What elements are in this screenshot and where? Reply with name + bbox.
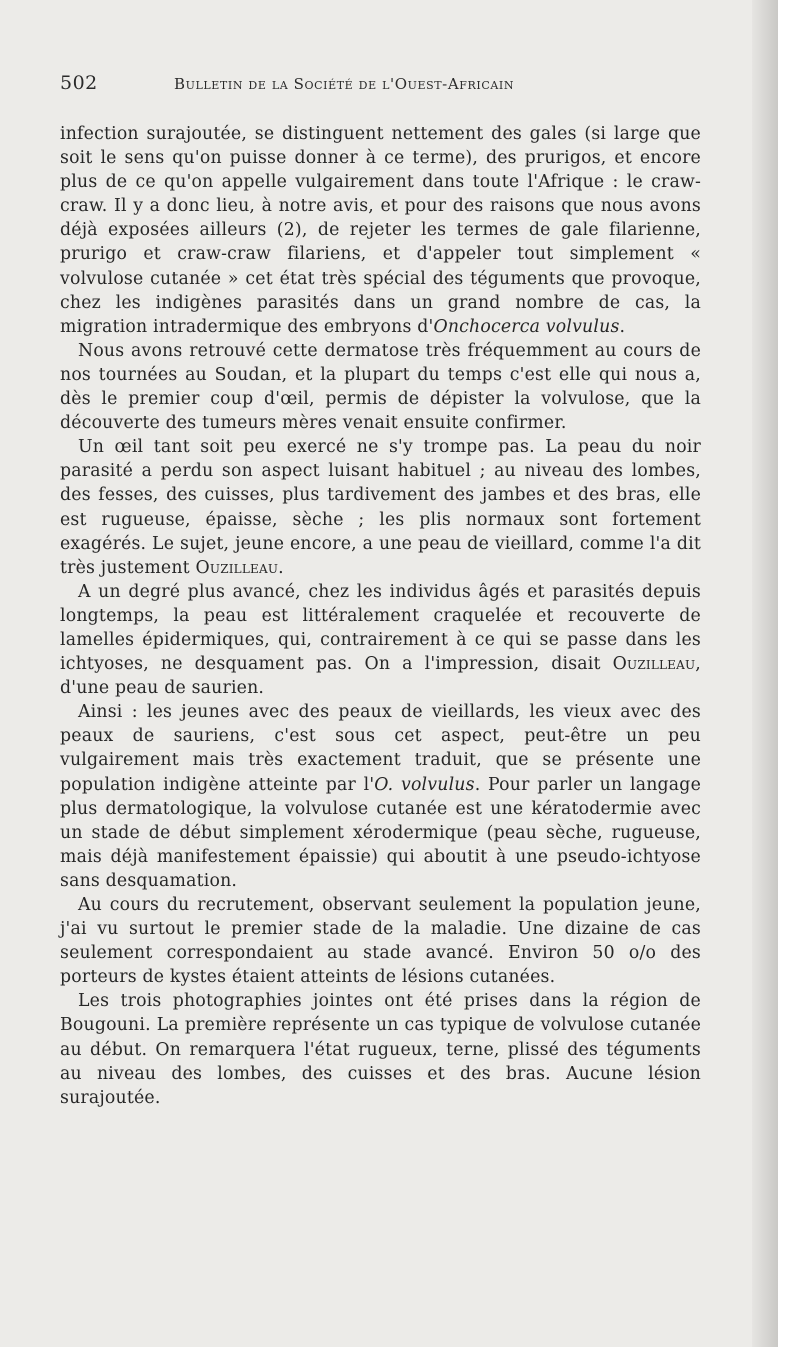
body-text: [60, 122, 701, 1110]
paragraph-3: [60, 435, 701, 580]
author-name-smallcaps: Ouzilleau: [195, 557, 279, 578]
species-name-italic: O. volvulus: [374, 774, 475, 795]
paragraph-5-end: . Pour parler un langage plus dermatologique, la volvulose cutanée est une kératodermie avec un stade de début simplement xérodermique (peau sèche, rugueuse, mais déjà manifestement épaissie) qui aboutit à une pseudo-ichtyose sans desquamation.: [60, 774, 701, 891]
running-head: [60, 72, 720, 102]
paragraph-1-text: infection surajoutée, se distinguent nettement des gales (si large que soit le sens qu'on puisse donner à ce terme), des prurigos, et encore plus de ce qu'on appelle vulgairement dans toute l'Afrique : le craw-craw. Il y a donc lieu, à notre avis, et pour des raisons que nous avons déjà exposées ailleurs (2), de rejeter les termes de gale filarienne, prurigo et craw-craw filariens, et d'appeler tout simplement « volvulose cutanée » cet état très spécial des téguments que provoque, chez les indigènes parasités dans un grand nombre de cas, la migration intradermique des embryons d': [60, 124, 701, 337]
author-name-smallcaps: Ouzilleau: [612, 654, 696, 675]
paragraph-7: Les trois photographies jointes ont été prises dans la région de Bougouni. La première représente un cas typique de volvulose cutanée au début. On remarquera l'état rugueux, terne, plissé des téguments au niveau des lombes, des cuisses et des bras. Aucune lésion surajoutée.: [60, 991, 701, 1108]
paragraph-4: [60, 580, 701, 700]
species-name-italic: Onchocerca volvulus: [433, 316, 620, 337]
paragraph-3-end: .: [278, 557, 284, 578]
page-edge-shadow: [752, 0, 778, 1347]
paragraph-4-end: , d'une peau de saurien.: [60, 654, 701, 699]
paragraph-3-text: Un œil tant soit peu exercé ne s'y trompe pas. La peau du noir parasité a perdu son aspect luisant habituel ; au niveau des lombes, des fesses, des cuisses, plus tardivement des jambes et des bras, elle est rugueuse, épaisse, sèche ; les plis normaux sont fortement exagérés. Le sujet, jeune encore, a une peau de vieillard, comme l'a dit très justement: [60, 437, 701, 578]
paragraph-6: Au cours du recrutement, observant seulement la population jeune, j'ai vu surtout le premier stade de la maladie. Une dizaine de cas seulement correspondaient au stade avancé. Environ 50 o/o des porteurs de kystes étaient atteints de lésions cutanées.: [60, 895, 701, 988]
paragraph-5: [60, 700, 701, 893]
paragraph-1: [60, 122, 701, 339]
paragraph-4-text: A un degré plus avancé, chez les individus âgés et parasités depuis longtemps, la peau est littéralement craquelée et recouverte de lamelles épidermiques, qui, contrairement à ce qui se passe dans les ichtyoses, ne desquament pas. On a l'impression, disait: [60, 581, 701, 675]
page-number: 502: [60, 72, 98, 94]
paragraph-5-text: Ainsi : les jeunes avec des peaux de vieillards, les vieux avec des peaux de sauriens, c'est sous cet aspect, peut-être un peu vulgairement mais très exactement traduit, que se présente une population indigène atteinte par l': [60, 702, 701, 795]
running-title: Bulletin de la Société de l'Ouest-Africain: [174, 75, 515, 93]
paragraph-2: Nous avons retrouvé cette dermatose très fréquemment au cours de nos tournées au Soudan, et la plupart du temps c'est elle qui nous a, dès le premier coup d'œil, permis de dépister la volvulose, que la découverte des tumeurs mères venait ensuite confirmer.: [60, 340, 701, 434]
scan-margin: [778, 0, 800, 1347]
paragraph-1-end: .: [619, 316, 626, 337]
